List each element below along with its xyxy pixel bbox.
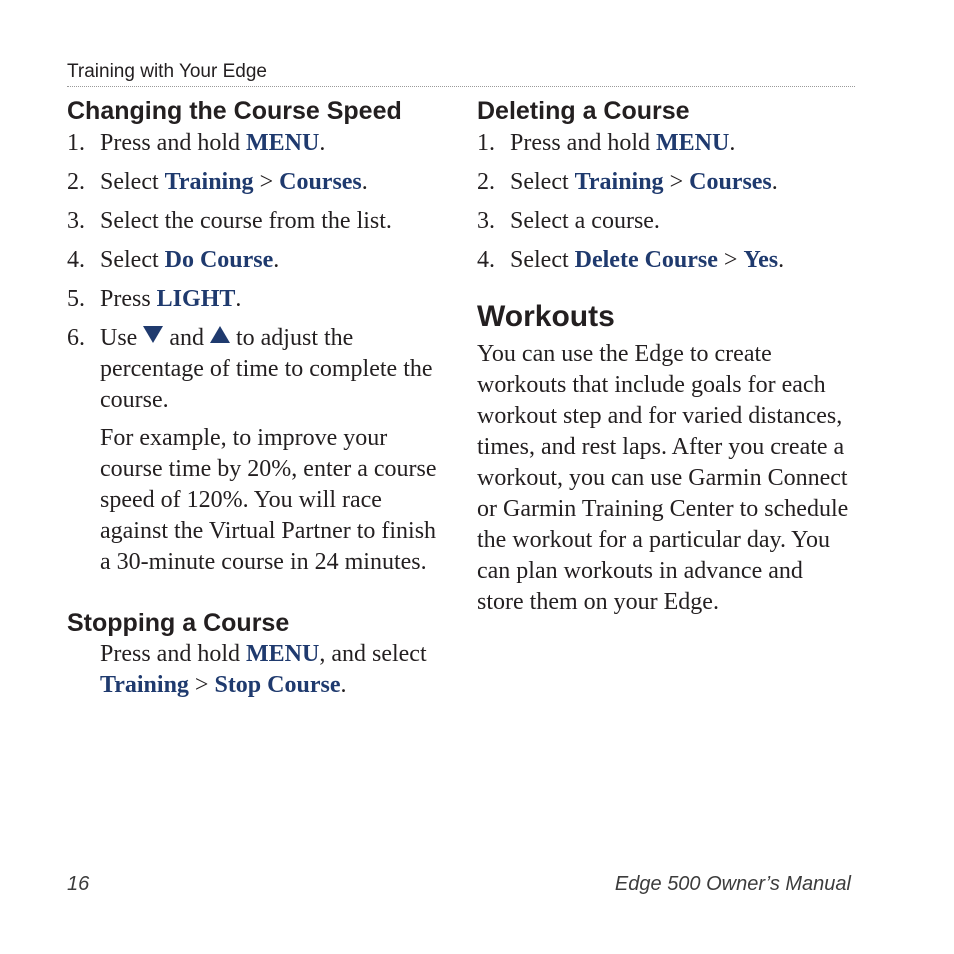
- step-text: to adjust the percentage of time to complete the course.: [100, 325, 433, 413]
- step-item: [477, 128, 855, 159]
- step-text: .: [235, 286, 242, 312]
- step-number: 4.: [67, 247, 85, 273]
- step-number: 1.: [477, 130, 495, 156]
- step-number: 3.: [67, 208, 85, 234]
- key-stop-course: Stop Course: [214, 672, 341, 698]
- step-text: Select: [100, 169, 165, 195]
- manual-title: Edge 500 Owner’s Manual: [614, 873, 851, 895]
- step-text: Select the course from the list.: [100, 208, 392, 234]
- up-arrow-icon: [210, 326, 230, 343]
- step-text: .: [319, 130, 326, 156]
- step-text: Press: [100, 286, 157, 312]
- step-item: [67, 128, 447, 159]
- delete-course-steps: [477, 128, 855, 276]
- step-item: [477, 206, 855, 237]
- key-training: Training: [100, 672, 189, 698]
- course-speed-steps: [67, 128, 447, 416]
- key-courses: Courses: [689, 169, 772, 195]
- key-training: Training: [164, 169, 254, 195]
- section-heading-course-speed: Changing the Course Speed: [67, 97, 402, 125]
- step-number: 5.: [67, 286, 85, 312]
- page-number: 16: [67, 873, 90, 895]
- step-item: [67, 167, 447, 198]
- step-text: Select: [510, 169, 575, 195]
- step-text: .: [771, 169, 778, 195]
- section-heading-workouts: Workouts: [477, 300, 615, 333]
- step-number: 6.: [67, 325, 85, 351]
- step-text: .: [729, 130, 736, 156]
- step-number: 1.: [67, 130, 85, 156]
- step-item: [67, 323, 447, 416]
- section-heading-stopping: Stopping a Course: [67, 609, 290, 637]
- step-text: >: [663, 169, 690, 195]
- step-item: [67, 206, 447, 237]
- right-column: [477, 96, 855, 618]
- step-text: Select: [510, 247, 575, 273]
- key-delete-course: Delete Course: [574, 247, 718, 273]
- step-text: .: [361, 169, 368, 195]
- step-text: Select a course.: [510, 208, 660, 234]
- key-menu: MENU: [246, 641, 320, 667]
- stop-text: , and select: [319, 641, 427, 667]
- down-arrow-icon: [143, 326, 163, 343]
- stop-text: >: [188, 672, 215, 698]
- key-light: LIGHT: [156, 286, 236, 312]
- stop-text: .: [340, 672, 347, 698]
- step-number: 4.: [477, 247, 495, 273]
- step-text: >: [253, 169, 280, 195]
- stop-instructions: [67, 639, 447, 701]
- step-item: [67, 245, 447, 276]
- key-courses: Courses: [279, 169, 362, 195]
- key-training: Training: [574, 169, 664, 195]
- step-text: Press and hold: [100, 130, 246, 156]
- step-item: [477, 245, 855, 276]
- step-number: 2.: [67, 169, 85, 195]
- key-menu: MENU: [246, 130, 320, 156]
- workouts-paragraph: You can use the Edge to create workouts that include goals for each workout step and for varied distances, times, and rest laps. After you create a workout, you can use Garmin Connect or Garmin Training Center to schedule the workout for a particular day. You can plan workouts in advance and store them on your Edge.: [477, 341, 849, 615]
- step-text: and: [163, 325, 210, 351]
- step-number: 3.: [477, 208, 495, 234]
- step-text: .: [778, 247, 785, 273]
- key-yes: Yes: [743, 247, 779, 273]
- step-text: .: [273, 247, 280, 273]
- step-item: [67, 284, 447, 315]
- key-do-course: Do Course: [164, 247, 274, 273]
- section-heading-deleting: Deleting a Course: [477, 97, 690, 125]
- step-text: Use: [100, 325, 138, 351]
- step-text: Press and hold: [510, 130, 656, 156]
- step-item: [477, 167, 855, 198]
- running-header: Training with Your Edge: [67, 60, 855, 87]
- stop-text: Press and hold: [100, 641, 246, 667]
- step-text: Select: [100, 247, 165, 273]
- step-number: 2.: [477, 169, 495, 195]
- example-paragraph: For example, to improve your course time by 20%, enter a course speed of 120%. You will race against the Virtual Partner to finish a 30-minute course in 24 minutes.: [100, 425, 437, 575]
- key-menu: MENU: [656, 130, 730, 156]
- step-text: >: [717, 247, 744, 273]
- left-column: [67, 96, 447, 701]
